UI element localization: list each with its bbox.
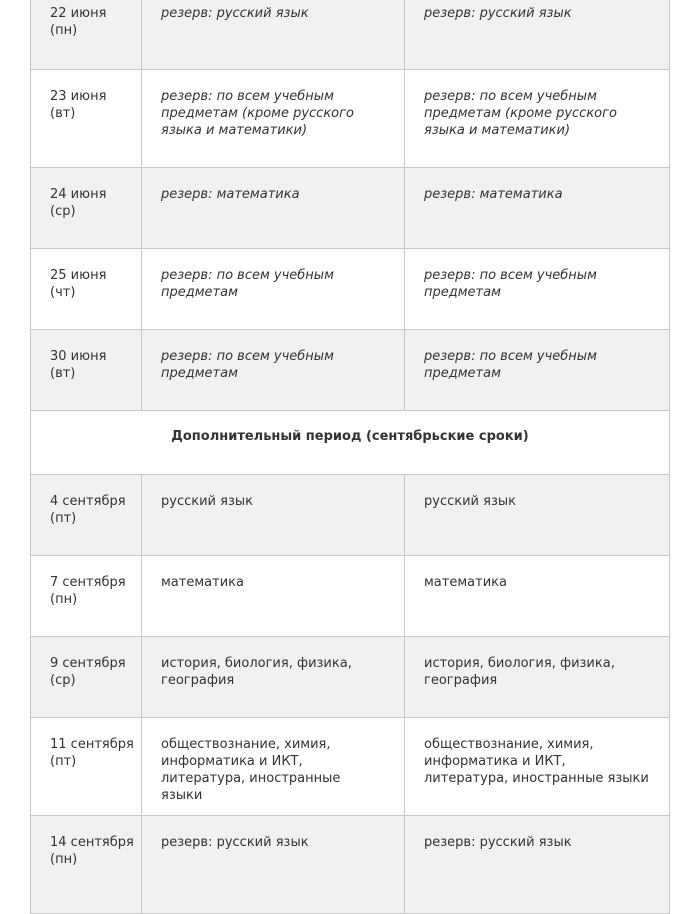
table-row <box>31 718 670 816</box>
subject-cell: резерв: русский язык <box>405 816 670 914</box>
subject-cell: резерв: по всем учебным предметам <box>405 249 670 330</box>
exam-schedule-table <box>30 0 670 914</box>
table-row <box>31 0 670 70</box>
table-row <box>31 556 670 637</box>
date-cell: 22 июня (пн) <box>31 0 142 70</box>
subject-cell: резерв: русский язык <box>142 0 405 70</box>
subject-cell: резерв: по всем учебным предметам <box>405 330 670 411</box>
subject-cell: резерв: русский язык <box>142 816 405 914</box>
subject-cell: резерв: русский язык <box>405 0 670 70</box>
subject-cell: резерв: математика <box>142 168 405 249</box>
date-cell: 25 июня (чт) <box>31 249 142 330</box>
date-cell: 9 сентября (ср) <box>31 637 142 718</box>
subject-cell: обществознание, химия, информатика и ИКТ, литература, иностранные языки <box>405 718 670 816</box>
table-row <box>31 70 670 168</box>
date-cell: 4 сентября (пт) <box>31 475 142 556</box>
section-title: Дополнительный период (сентябрьские сроки) <box>31 411 670 475</box>
date-cell: 11 сентября (пт) <box>31 718 142 816</box>
subject-cell: русский язык <box>142 475 405 556</box>
subject-cell: история, биология, физика, география <box>405 637 670 718</box>
section-header-row <box>31 411 670 475</box>
subject-cell: русский язык <box>405 475 670 556</box>
date-cell: 24 июня (ср) <box>31 168 142 249</box>
table-row <box>31 249 670 330</box>
date-cell: 23 июня (вт) <box>31 70 142 168</box>
date-cell: 30 июня (вт) <box>31 330 142 411</box>
table-row <box>31 475 670 556</box>
table-row <box>31 168 670 249</box>
date-cell: 7 сентября (пн) <box>31 556 142 637</box>
subject-cell: история, биология, физика, география <box>142 637 405 718</box>
table-row <box>31 330 670 411</box>
subject-cell: резерв: математика <box>405 168 670 249</box>
table-row <box>31 637 670 718</box>
subject-cell: резерв: по всем учебным предметам <box>142 330 405 411</box>
subject-cell: математика <box>142 556 405 637</box>
subject-cell: обществознание, химия, информатика и ИКТ, литература, иностранные языки <box>142 718 405 816</box>
subject-cell: резерв: по всем учебным предметам (кроме русского языка и математики) <box>405 70 670 168</box>
subject-cell: математика <box>405 556 670 637</box>
subject-cell: резерв: по всем учебным предметам <box>142 249 405 330</box>
subject-cell: резерв: по всем учебным предметам (кроме русского языка и математики) <box>142 70 405 168</box>
date-cell: 14 сентября (пн) <box>31 816 142 914</box>
table-row <box>31 816 670 914</box>
